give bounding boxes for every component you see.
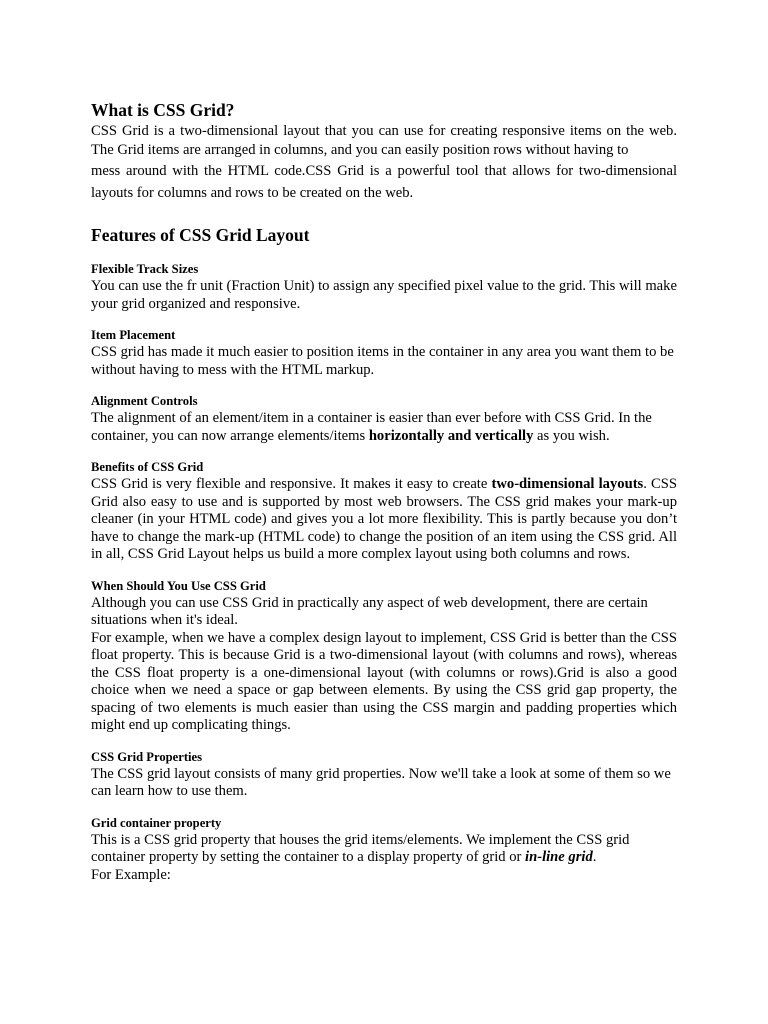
features-heading: Features of CSS Grid Layout — [91, 225, 310, 246]
section-text — [91, 476, 677, 564]
text-run: This is a CSS grid property that houses the grid items/elements. We implement the CSS grid container property by setting the container to a display property of grid or — [91, 831, 630, 866]
section-text-2: For example, when we have a complex design layout to implement, CSS Grid is better than the CSS float property. This is because Grid is a two-dimensional layout (with columns and rows), whereas the CSS float property is a one-dimensional layout (with columns or rows).Grid is also a good choice when we need a space or gap between elements. By using the CSS grid gap property, the spacing of two elements is much easier than using the CSS margin and padding properties which might end up complicating things. — [91, 629, 677, 734]
section-item-placement — [91, 327, 677, 379]
text-run: . — [592, 849, 597, 866]
section-text: CSS grid has made it much easier to position items in the container in any area you want them to be without having to mess with the HTML markup. — [91, 344, 674, 378]
bold-text-run: two-dimensional layouts — [491, 476, 644, 493]
section-heading: Grid container property — [91, 815, 222, 830]
section-alignment-controls — [91, 393, 677, 445]
section-heading: When Should You Use CSS Grid — [91, 578, 266, 593]
section-text-1: Although you can use CSS Grid in practically any aspect of web development, there are certain situations when it's ideal. — [91, 594, 648, 629]
text-run: . CSS Grid also easy to use and is supported by most web browsers. The CSS grid makes your mark-up cleaner (in your HTML code) and gives you a lot more flexibility. This is partly because you don’t have to change the mark-up (HTML code) to change the position of an item using the CSS grid. All in all, CSS Grid Layout helps us build a more complex layout using both columns and rows. — [91, 476, 678, 563]
intro-paragraph-a: CSS Grid is a two-dimensional layout that you can use for creating responsive items on the web. The Grid items are arranged in columns, and you can easily position rows without having to — [91, 123, 677, 159]
section-heading: Alignment Controls — [91, 394, 198, 409]
section-text: You can use the fr unit (Fraction Unit) to assign any specified pixel value to the grid. This will make your grid organized and responsive. — [91, 278, 677, 312]
section-text-example: For Example: — [91, 866, 171, 883]
section-heading: Benefits of CSS Grid — [91, 460, 204, 475]
document-content — [91, 98, 677, 898]
page-title: What is CSS Grid? — [91, 100, 235, 120]
section-heading: Flexible Track Sizes — [91, 262, 199, 277]
section-flexible-track-sizes — [91, 261, 677, 313]
section-heading: Item Placement — [91, 328, 176, 343]
bold-italic-text-run: in-line grid — [525, 849, 593, 866]
section-css-grid-properties — [91, 749, 677, 801]
section-benefits-of-css-grid — [91, 459, 677, 564]
section-text — [91, 832, 677, 867]
intro-paragraph-b: mess around with the HTML code.CSS Grid is a powerful tool that allows for two-dimensional layouts for columns and rows to be created on the web. — [91, 163, 677, 202]
section-heading: CSS Grid Properties — [91, 749, 203, 764]
section-text — [91, 410, 677, 445]
section-text: The CSS grid layout consists of many grid properties. Now we'll take a look at some of them so we can learn how to use them. — [91, 765, 671, 800]
section-grid-container-property — [91, 815, 677, 885]
text-run: CSS Grid is very flexible and responsive. It makes it easy to create — [91, 476, 492, 493]
section-when-to-use-css-grid — [91, 578, 677, 735]
text-run: as you wish. — [533, 427, 610, 444]
text-run: The alignment of an element/item in a container is easier than ever before with CSS Grid. In the container, you can now arrange elements/items — [91, 410, 652, 444]
bold-text-run: horizontally and vertically — [368, 427, 534, 444]
